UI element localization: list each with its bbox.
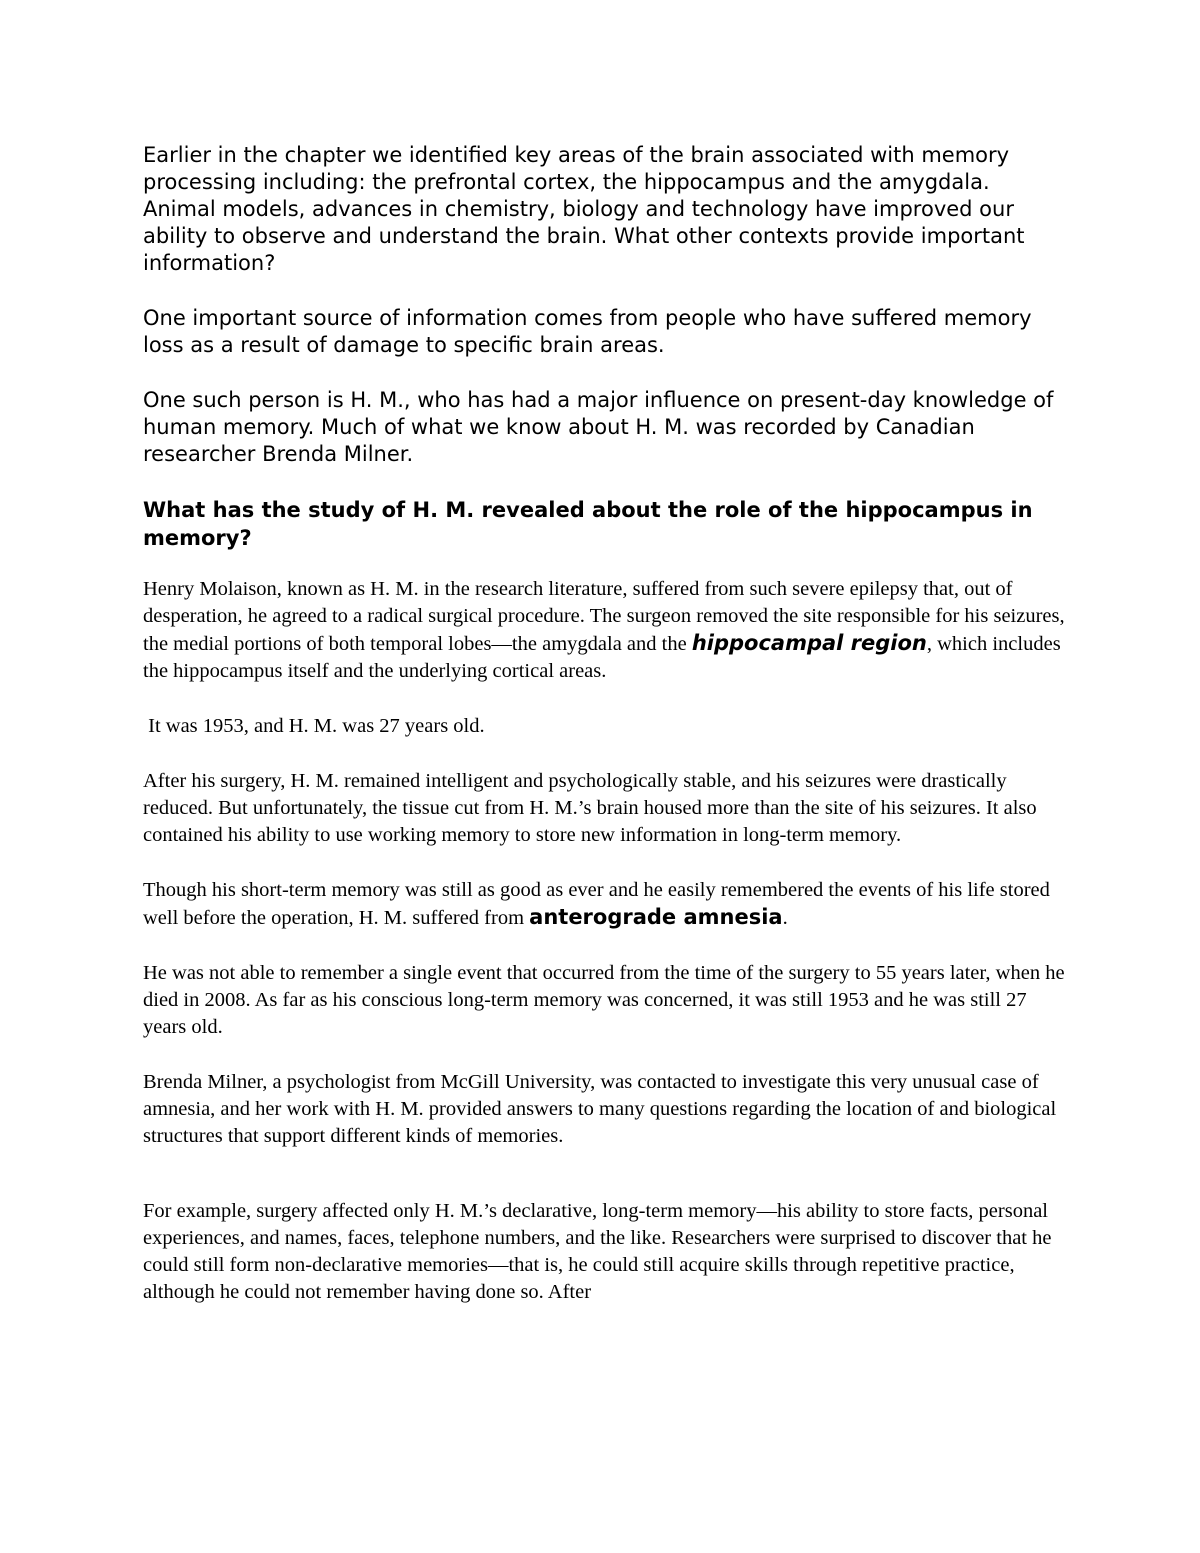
intro-paragraph-1: Earlier in the chapter we identified key areas of the brain associated with memory processing including: the prefrontal cortex, the hippocampus and the amygdala. Animal models, advances in chemistry, biology and technology have improved our ability to observe and understand the brain. What other contexts provide important information? bbox=[143, 143, 1025, 275]
spacer bbox=[143, 468, 1068, 496]
section-heading: What has the study of H. M. revealed about the role of the hippocampus in memory? bbox=[143, 498, 1033, 550]
body-paragraph-1 bbox=[143, 576, 1068, 685]
body-paragraph-6: Brenda Milner, a psychologist from McGill University, was contacted to investigate this very unusual case of amnesia, and her work with H. M. provided answers to many questions regarding the location of and biological structures that support different kinds of memories. bbox=[143, 1071, 1057, 1147]
key-term-anterograde-amnesia: anterograde amnesia bbox=[529, 905, 783, 929]
spacer bbox=[143, 932, 1068, 960]
spacer bbox=[143, 685, 1068, 713]
spacer bbox=[143, 740, 1068, 768]
body-paragraph-5: He was not able to remember a single event that occurred from the time of the surgery to 55 years later, when he died in 2008. As far as his conscious long-term memory was concerned, it was still 1953 and he was still 27 years old. bbox=[143, 962, 1065, 1038]
spacer bbox=[143, 849, 1068, 877]
body-paragraph-7: For example, surgery affected only H. M.’s declarative, long-term memory—his ability to store facts, personal experiences, and names, faces, telephone numbers, and the like. Researchers were surprised to discover that he could still form non-declarative memories—that is, he could still acquire skills through repetitive practice, although he could not remember having done so. After bbox=[143, 1200, 1052, 1303]
spacer bbox=[143, 1041, 1068, 1069]
spacer bbox=[143, 277, 1068, 305]
spacer bbox=[143, 552, 1068, 576]
intro-paragraph-3: One such person is H. M., who has had a major influence on present-day knowledge of human memory. Much of what we know about H. M. was recorded by Canadian researcher Brenda Milner. bbox=[143, 388, 1054, 466]
spacer bbox=[143, 359, 1068, 387]
intro-paragraph-2: One important source of information comes from people who have suffered memory loss as a result of damage to specific brain areas. bbox=[143, 306, 1032, 357]
key-term-hippocampal-region: hippocampal region bbox=[691, 631, 927, 655]
body-paragraph-2: It was 1953, and H. M. was 27 years old. bbox=[143, 715, 485, 737]
body-paragraph-4-text-a: Though his short-term memory was still as good as ever and he easily remembered the events of his life stored well before the operation, H. M. suffered from bbox=[143, 879, 1050, 929]
body-paragraph-1-text-a: Henry Molaison, known as H. M. in the research literature, suffered from such severe epilepsy that, out of desperation, he agreed to a radical surgical procedure. The surgeon removed the site responsible for his seizures, the medial portions of both temporal lobes—the amygdala and the bbox=[143, 578, 1065, 655]
body-paragraph-4-text-b: . bbox=[782, 907, 788, 929]
document-page bbox=[143, 142, 1068, 1306]
spacer bbox=[143, 1150, 1068, 1198]
body-paragraph-1-text-b: , which includes the hippocampus itself and the underlying cortical areas. bbox=[143, 633, 1061, 682]
body-paragraph-4 bbox=[143, 877, 1068, 932]
body-paragraph-3: After his surgery, H. M. remained intelligent and psychologically stable, and his seizures were drastically reduced. But unfortunately, the tissue cut from H. M.’s brain housed more than the site of his seizures. It also contained his ability to use working memory to store new information in long-term memory. bbox=[143, 770, 1037, 846]
